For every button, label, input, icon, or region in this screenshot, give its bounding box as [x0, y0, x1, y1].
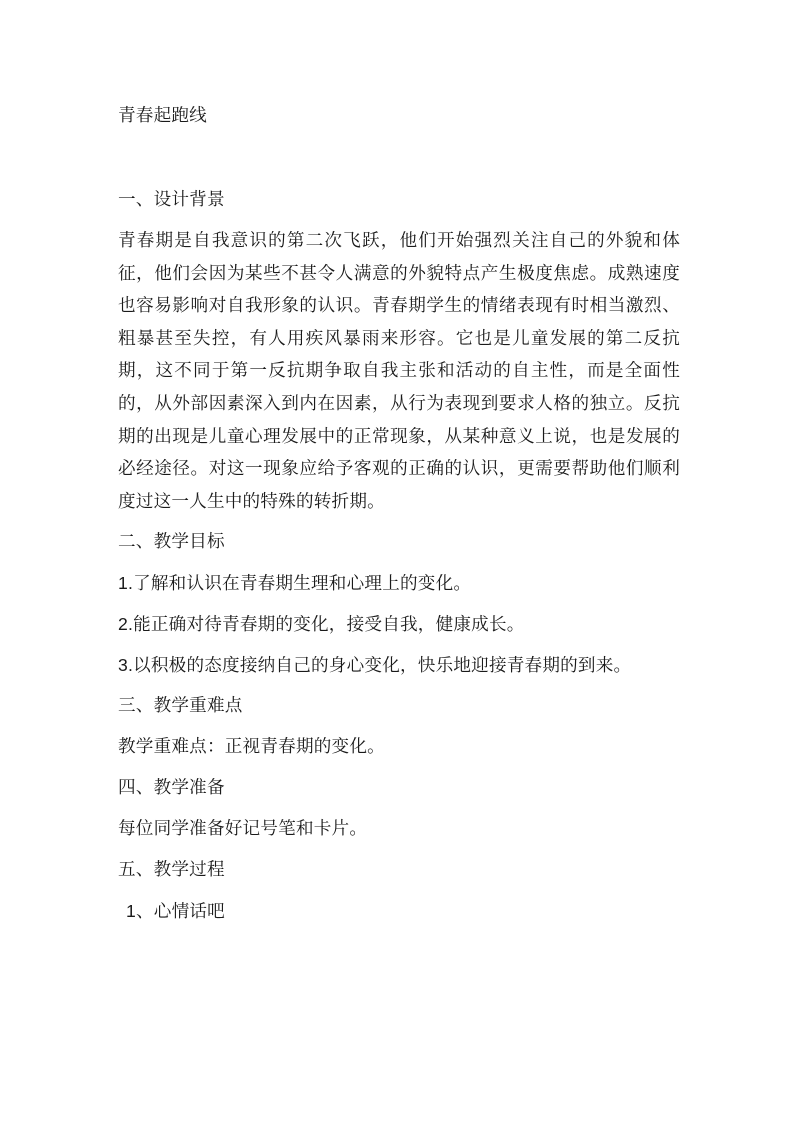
goal-text: 了解和认识在青春期生理和心理上的变化。 — [133, 574, 472, 595]
section-heading: 一、设计背景 — [118, 190, 225, 210]
goal-number: 2. — [118, 614, 134, 635]
section-design-background — [118, 184, 680, 526]
step-text: 、心情话吧 — [136, 902, 225, 923]
goal-item — [118, 567, 680, 608]
section-teaching-preparation — [118, 772, 680, 854]
title-spacer — [118, 132, 680, 184]
section-teaching-process — [118, 854, 680, 928]
section-paragraph: 每位同学准备好记号笔和卡片。 — [118, 819, 368, 840]
process-step — [118, 895, 680, 928]
step-number: 1 — [126, 901, 136, 922]
goal-text: 以积极的态度接纳自己的身心变化，快乐地迎接青春期的到来。 — [133, 656, 632, 677]
section-heading: 四、教学准备 — [118, 778, 225, 799]
section-heading: 三、教学重难点 — [118, 696, 243, 717]
goal-text: 能正确对待青春期的变化，接受自我，健康成长。 — [133, 615, 525, 636]
goal-item — [118, 608, 680, 649]
section-key-difficulties — [118, 690, 680, 772]
goal-number: 3. — [118, 655, 134, 676]
section-teaching-goals — [118, 526, 680, 690]
section-heading: 五、教学过程 — [118, 860, 225, 881]
goal-item — [118, 649, 680, 690]
section-heading: 二、教学目标 — [118, 532, 225, 553]
goal-number: 1. — [118, 573, 134, 594]
section-paragraph: 教学重难点：正视青春期的变化。 — [118, 737, 385, 758]
document-body — [118, 100, 680, 928]
document-title: 青春起跑线 — [118, 106, 207, 126]
section-paragraph: 青春期是自我意识的第二次飞跃，他们开始强烈关注自己的外貌和体征，他们会因为某些不甚令人满意的外貌特点产生极度焦虑。成熟速度也容易影响对自我形象的认识。青春期学生的情绪表现有时相当激烈、粗暴甚至失控，有人用疾风暴雨来形容。它也是儿童发展的第二反抗期，这不同于第一反抗期争取自我主张和活动的自主性，而是全面性的，从外部因素深入到内在因素，从行为表现到要求人格的独立。反抗期的出现是儿童心理发展中的正常现象，从某种意义上说，也是发展的必经途径。对这一现象应给予客观的正确的认识，更需要帮助他们顺利度过这一人生中的特殊的转折期。 — [118, 231, 680, 512]
